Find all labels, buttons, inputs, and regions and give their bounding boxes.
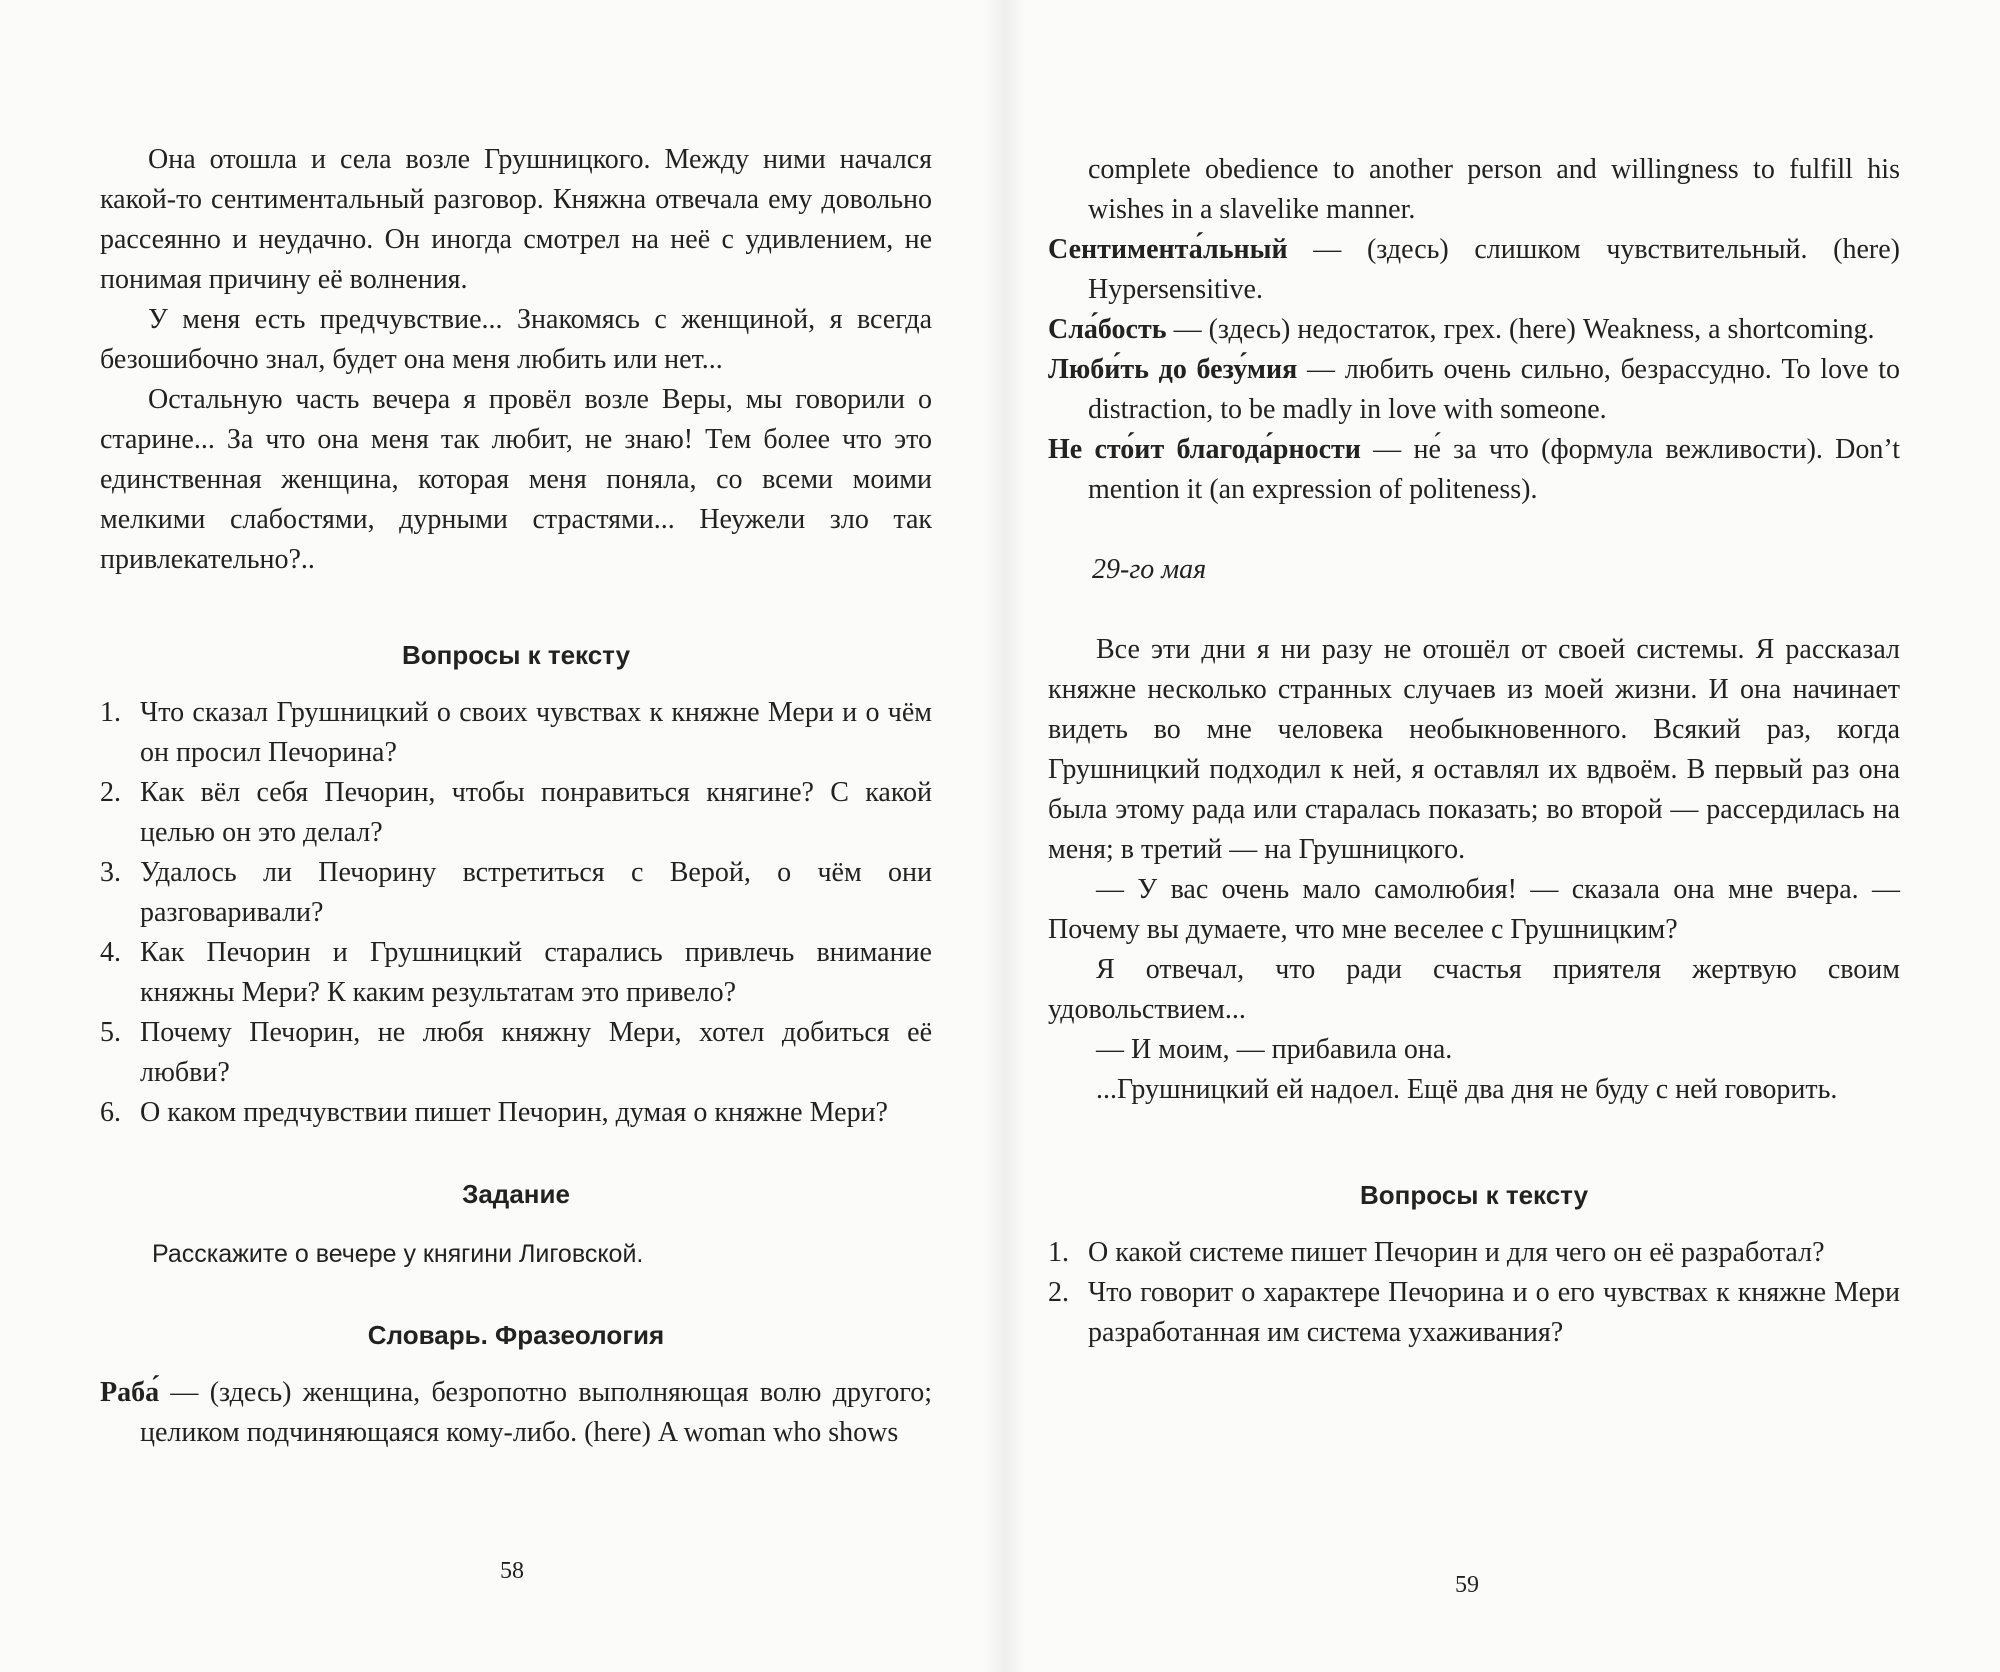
task-text: Расскажите о вечере у княгини Лиговской. — [152, 1240, 644, 1268]
list-item: 1. Что сказал Грушницкий о своих чувствах к княжне Мери и о чём он просил Печорина? — [100, 697, 932, 768]
right-page-column — [1048, 150, 1900, 1353]
vocab-term: Люби́ть до безу́мия — [1048, 354, 1298, 385]
vocab-definition: — (здесь) недостаток, грех. (here) Weakness, a shortcoming. — [1166, 314, 1875, 345]
vocab-term: Раба́ — [100, 1377, 160, 1408]
page-number: 59 — [1455, 1572, 1479, 1598]
left-page-column — [100, 140, 932, 1453]
paragraph: — И моим, — прибавила она. — [1096, 1034, 1453, 1065]
page-number: 58 — [500, 1558, 524, 1584]
list-item: 2. Что говорит о характере Печорина и о его чувствах к княжне Мери разработанная им система ухаживания? — [1048, 1277, 1900, 1348]
list-item: 5. Почему Печорин, не любя княжну Мери, хотел добиться её любви? — [100, 1017, 932, 1088]
vocab-term: Сентимента́льный — [1048, 234, 1288, 265]
vocab-heading: Словарь. Фразеология — [367, 1320, 665, 1350]
list-item: 3. Удалось ли Печорину встретиться с Верой, о чём они разговаривали? — [100, 857, 932, 928]
vocab-entry — [100, 1373, 932, 1453]
diary-date: 29-го мая — [1092, 554, 1207, 585]
vocab-term: Сла́бость — [1048, 314, 1167, 345]
questions-list — [100, 693, 932, 1133]
paragraph: Все эти дни я ни разу не отошёл от своей системы. Я рассказал княжне несколько странных случаев из моей жизни. И она начинает видеть во мне человека необыкновенного. Всякий раз, когда Грушницкий подходил к ней, я оставлял их вдвоём. В первый раз она была этому рада или старалась показать; во второй — рассердилась на меня; в третий — на Грушницкого. — [1048, 634, 1900, 865]
task-heading: Задание — [462, 1179, 570, 1209]
list-item: 2. Как вёл себя Печорин, чтобы понравиться княгине? С какой целью он это делал? — [100, 777, 932, 848]
list-item: 4. Как Печорин и Грушницкий старались привлечь внимание княжны Мери? К каким результатам это привело? — [100, 937, 932, 1008]
vocab-entry — [1048, 230, 1900, 310]
paragraph: У меня есть предчувствие... Знакомясь с женщиной, я всегда безошибочно знал, будет она меня любить или нет... — [100, 304, 932, 375]
paragraph: Я отвечал, что ради счастья приятеля жертвую своим удовольствием... — [1048, 954, 1900, 1025]
vocab-definition: — любить очень сильно, безрассудно. To love to distraction, to be madly in love with someone. — [1088, 354, 1901, 425]
paragraph: ...Грушницкий ей надоел. Ещё два дня не буду с ней говорить. — [1096, 1074, 1838, 1105]
vocab-continuation: complete obedience to another person and willingness to fulfill his wishes in a slavelike manner. — [1088, 154, 1900, 225]
vocab-entry — [1048, 310, 1900, 350]
paragraph: Остальную часть вечера я провёл возле Веры, мы говорили о старине... За что она меня так любит, не знаю! Тем более что это единственная женщина, которая меня поняла, со всеми моими мелкими слабостями, дурными страстями... Неужели зло так привлекательно?.. — [100, 384, 932, 575]
paragraph: — У вас очень мало самолюбия! — сказала она мне вчера. — Почему вы думаете, что мне веселее с Грушницким? — [1048, 874, 1900, 945]
vocab-definition: — (здесь) слишком чувствительный. (here) Hypersensitive. — [1088, 234, 1900, 305]
questions-list — [1048, 1233, 1900, 1353]
questions-heading: Вопросы к тексту — [401, 640, 631, 670]
list-item: 1. О какой системе пишет Печорин и для чего он её разработал? — [1048, 1237, 1825, 1268]
vocab-definition: — не́ за что (формула вежливости). Don’t mention it (an expression of politeness). — [1088, 434, 1900, 505]
vocab-term: Не сто́ит благода́рности — [1048, 434, 1361, 465]
vocab-definition: — (здесь) женщина, безропотно выполняющая волю другого; целиком подчиняющаяся кому-либо. (here) A woman who shows — [140, 1377, 932, 1448]
vocab-entry — [1048, 350, 1900, 430]
vocab-entry — [1048, 430, 1900, 510]
right-page — [1000, 0, 2000, 1672]
paragraph: Она отошла и села возле Грушницкого. Между ними начался какой-то сентиментальный разговор. Княжна отвечала ему довольно рассеянно и неудачно. Он иногда смотрел на неё с удивлением, не понимая причину её волнения. — [100, 144, 932, 295]
questions-heading: Вопросы к тексту — [1359, 1180, 1589, 1210]
list-item: 6. О каком предчувствии пишет Печорин, думая о княжне Мери? — [100, 1097, 888, 1128]
